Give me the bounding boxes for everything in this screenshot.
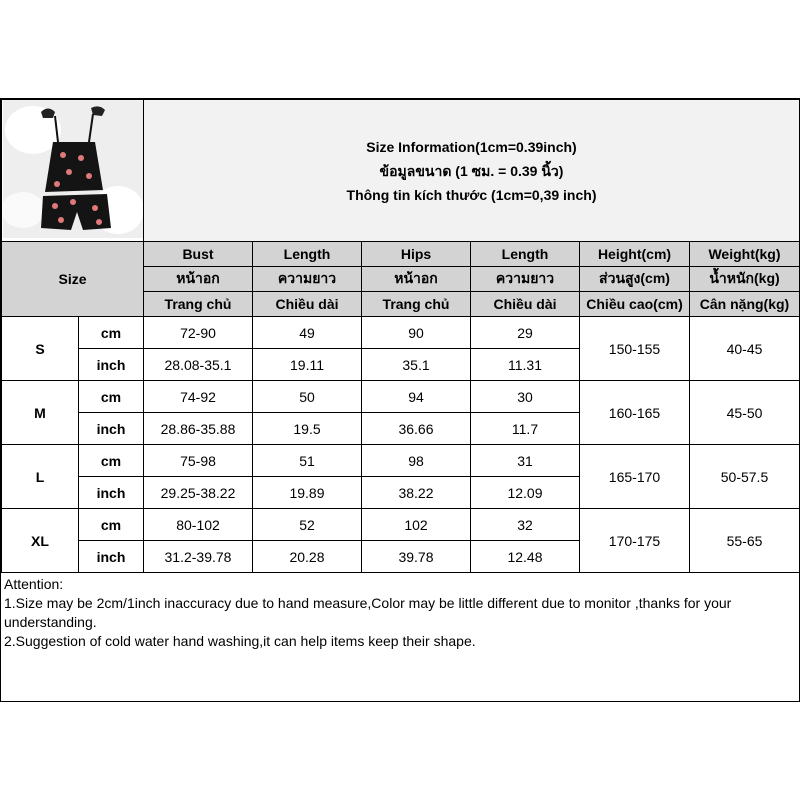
size-info-header: [144, 100, 800, 242]
attention-heading: Attention:: [4, 576, 64, 592]
height-range: 170-175: [580, 509, 690, 573]
col-length2-vi: Chiều dài: [471, 292, 580, 317]
table-row: [2, 381, 800, 413]
unit-cm: cm: [79, 509, 144, 541]
col-height-vi: Chiều cao(cm): [580, 292, 690, 317]
bust-cm: 75-98: [144, 445, 253, 477]
hips-cm: 102: [362, 509, 471, 541]
table-row: [2, 317, 800, 349]
size-info-th: ข้อมูลขนาด (1 ซม. = 0.39 นิ้ว): [379, 162, 564, 179]
size-info-en: Size Information(1cm=0.39inch): [366, 138, 577, 155]
length2-inch: 11.7: [471, 413, 580, 445]
col-height-en: Height(cm): [580, 242, 690, 267]
bust-inch: 28.86-35.88: [144, 413, 253, 445]
unit-cm: cm: [79, 445, 144, 477]
col-hips-th: หน้าอก: [362, 267, 471, 292]
unit-inch: inch: [79, 413, 144, 445]
col-length-th: ความยาว: [253, 267, 362, 292]
length2-cm: 32: [471, 509, 580, 541]
col-length2-en: Length: [471, 242, 580, 267]
col-length-en: Length: [253, 242, 362, 267]
hips-inch: 38.22: [362, 477, 471, 509]
length-cm: 49: [253, 317, 362, 349]
unit-cm: cm: [79, 317, 144, 349]
length-cm: 51: [253, 445, 362, 477]
length-inch: 19.11: [253, 349, 362, 381]
size-info-vi: Thông tin kích thước (1cm=0,39 inch): [346, 186, 597, 203]
hips-cm: 90: [362, 317, 471, 349]
col-weight-vi: Cân nặng(kg): [690, 292, 800, 317]
height-range: 160-165: [580, 381, 690, 445]
weight-range: 55-65: [690, 509, 800, 573]
weight-range: 40-45: [690, 317, 800, 381]
product-thumbnail: [2, 100, 144, 242]
col-height-th: ส่วนสูง(cm): [580, 267, 690, 292]
size-table: [1, 99, 800, 573]
length2-inch: 12.48: [471, 541, 580, 573]
length-inch: 19.89: [253, 477, 362, 509]
col-bust-vi: Trang chủ: [144, 292, 253, 317]
unit-inch: inch: [79, 349, 144, 381]
attention-note-1: 1.Size may be 2cm/1inch inaccuracy due to hand measure,Color may be little different due to monitor ,thanks for your understanding.: [4, 595, 732, 630]
col-weight-th: น้ำหนัก(kg): [690, 267, 800, 292]
bust-inch: 28.08-35.1: [144, 349, 253, 381]
length2-cm: 29: [471, 317, 580, 349]
size-name: L: [2, 445, 79, 509]
unit-cm: cm: [79, 381, 144, 413]
length2-inch: 12.09: [471, 477, 580, 509]
hips-inch: 35.1: [362, 349, 471, 381]
size-name: S: [2, 317, 79, 381]
hips-inch: 36.66: [362, 413, 471, 445]
table-row: [2, 509, 800, 541]
hips-cm: 98: [362, 445, 471, 477]
size-name: XL: [2, 509, 79, 573]
unit-inch: inch: [79, 477, 144, 509]
size-column-label: Size: [2, 242, 144, 317]
bust-inch: 29.25-38.22: [144, 477, 253, 509]
table-row: [2, 445, 800, 477]
length-cm: 50: [253, 381, 362, 413]
bust-cm: 80-102: [144, 509, 253, 541]
col-bust-en: Bust: [144, 242, 253, 267]
bust-inch: 31.2-39.78: [144, 541, 253, 573]
unit-inch: inch: [79, 541, 144, 573]
col-hips-vi: Trang chủ: [362, 292, 471, 317]
hips-inch: 39.78: [362, 541, 471, 573]
weight-range: 45-50: [690, 381, 800, 445]
attention-notes: [4, 575, 794, 651]
attention-note-2: 2.Suggestion of cold water hand washing,it can help items keep their shape.: [4, 633, 476, 649]
col-bust-th: หน้าอก: [144, 267, 253, 292]
length-inch: 20.28: [253, 541, 362, 573]
col-hips-en: Hips: [362, 242, 471, 267]
length2-inch: 11.31: [471, 349, 580, 381]
hips-cm: 94: [362, 381, 471, 413]
length-cm: 52: [253, 509, 362, 541]
size-chart-sheet: [0, 98, 800, 702]
size-name: M: [2, 381, 79, 445]
col-weight-en: Weight(kg): [690, 242, 800, 267]
col-length2-th: ความยาว: [471, 267, 580, 292]
height-range: 150-155: [580, 317, 690, 381]
length-inch: 19.5: [253, 413, 362, 445]
length2-cm: 31: [471, 445, 580, 477]
weight-range: 50-57.5: [690, 445, 800, 509]
height-range: 165-170: [580, 445, 690, 509]
pajama-photo-icon: [3, 100, 143, 238]
col-length-vi: Chiều dài: [253, 292, 362, 317]
length2-cm: 30: [471, 381, 580, 413]
bust-cm: 72-90: [144, 317, 253, 349]
bust-cm: 74-92: [144, 381, 253, 413]
